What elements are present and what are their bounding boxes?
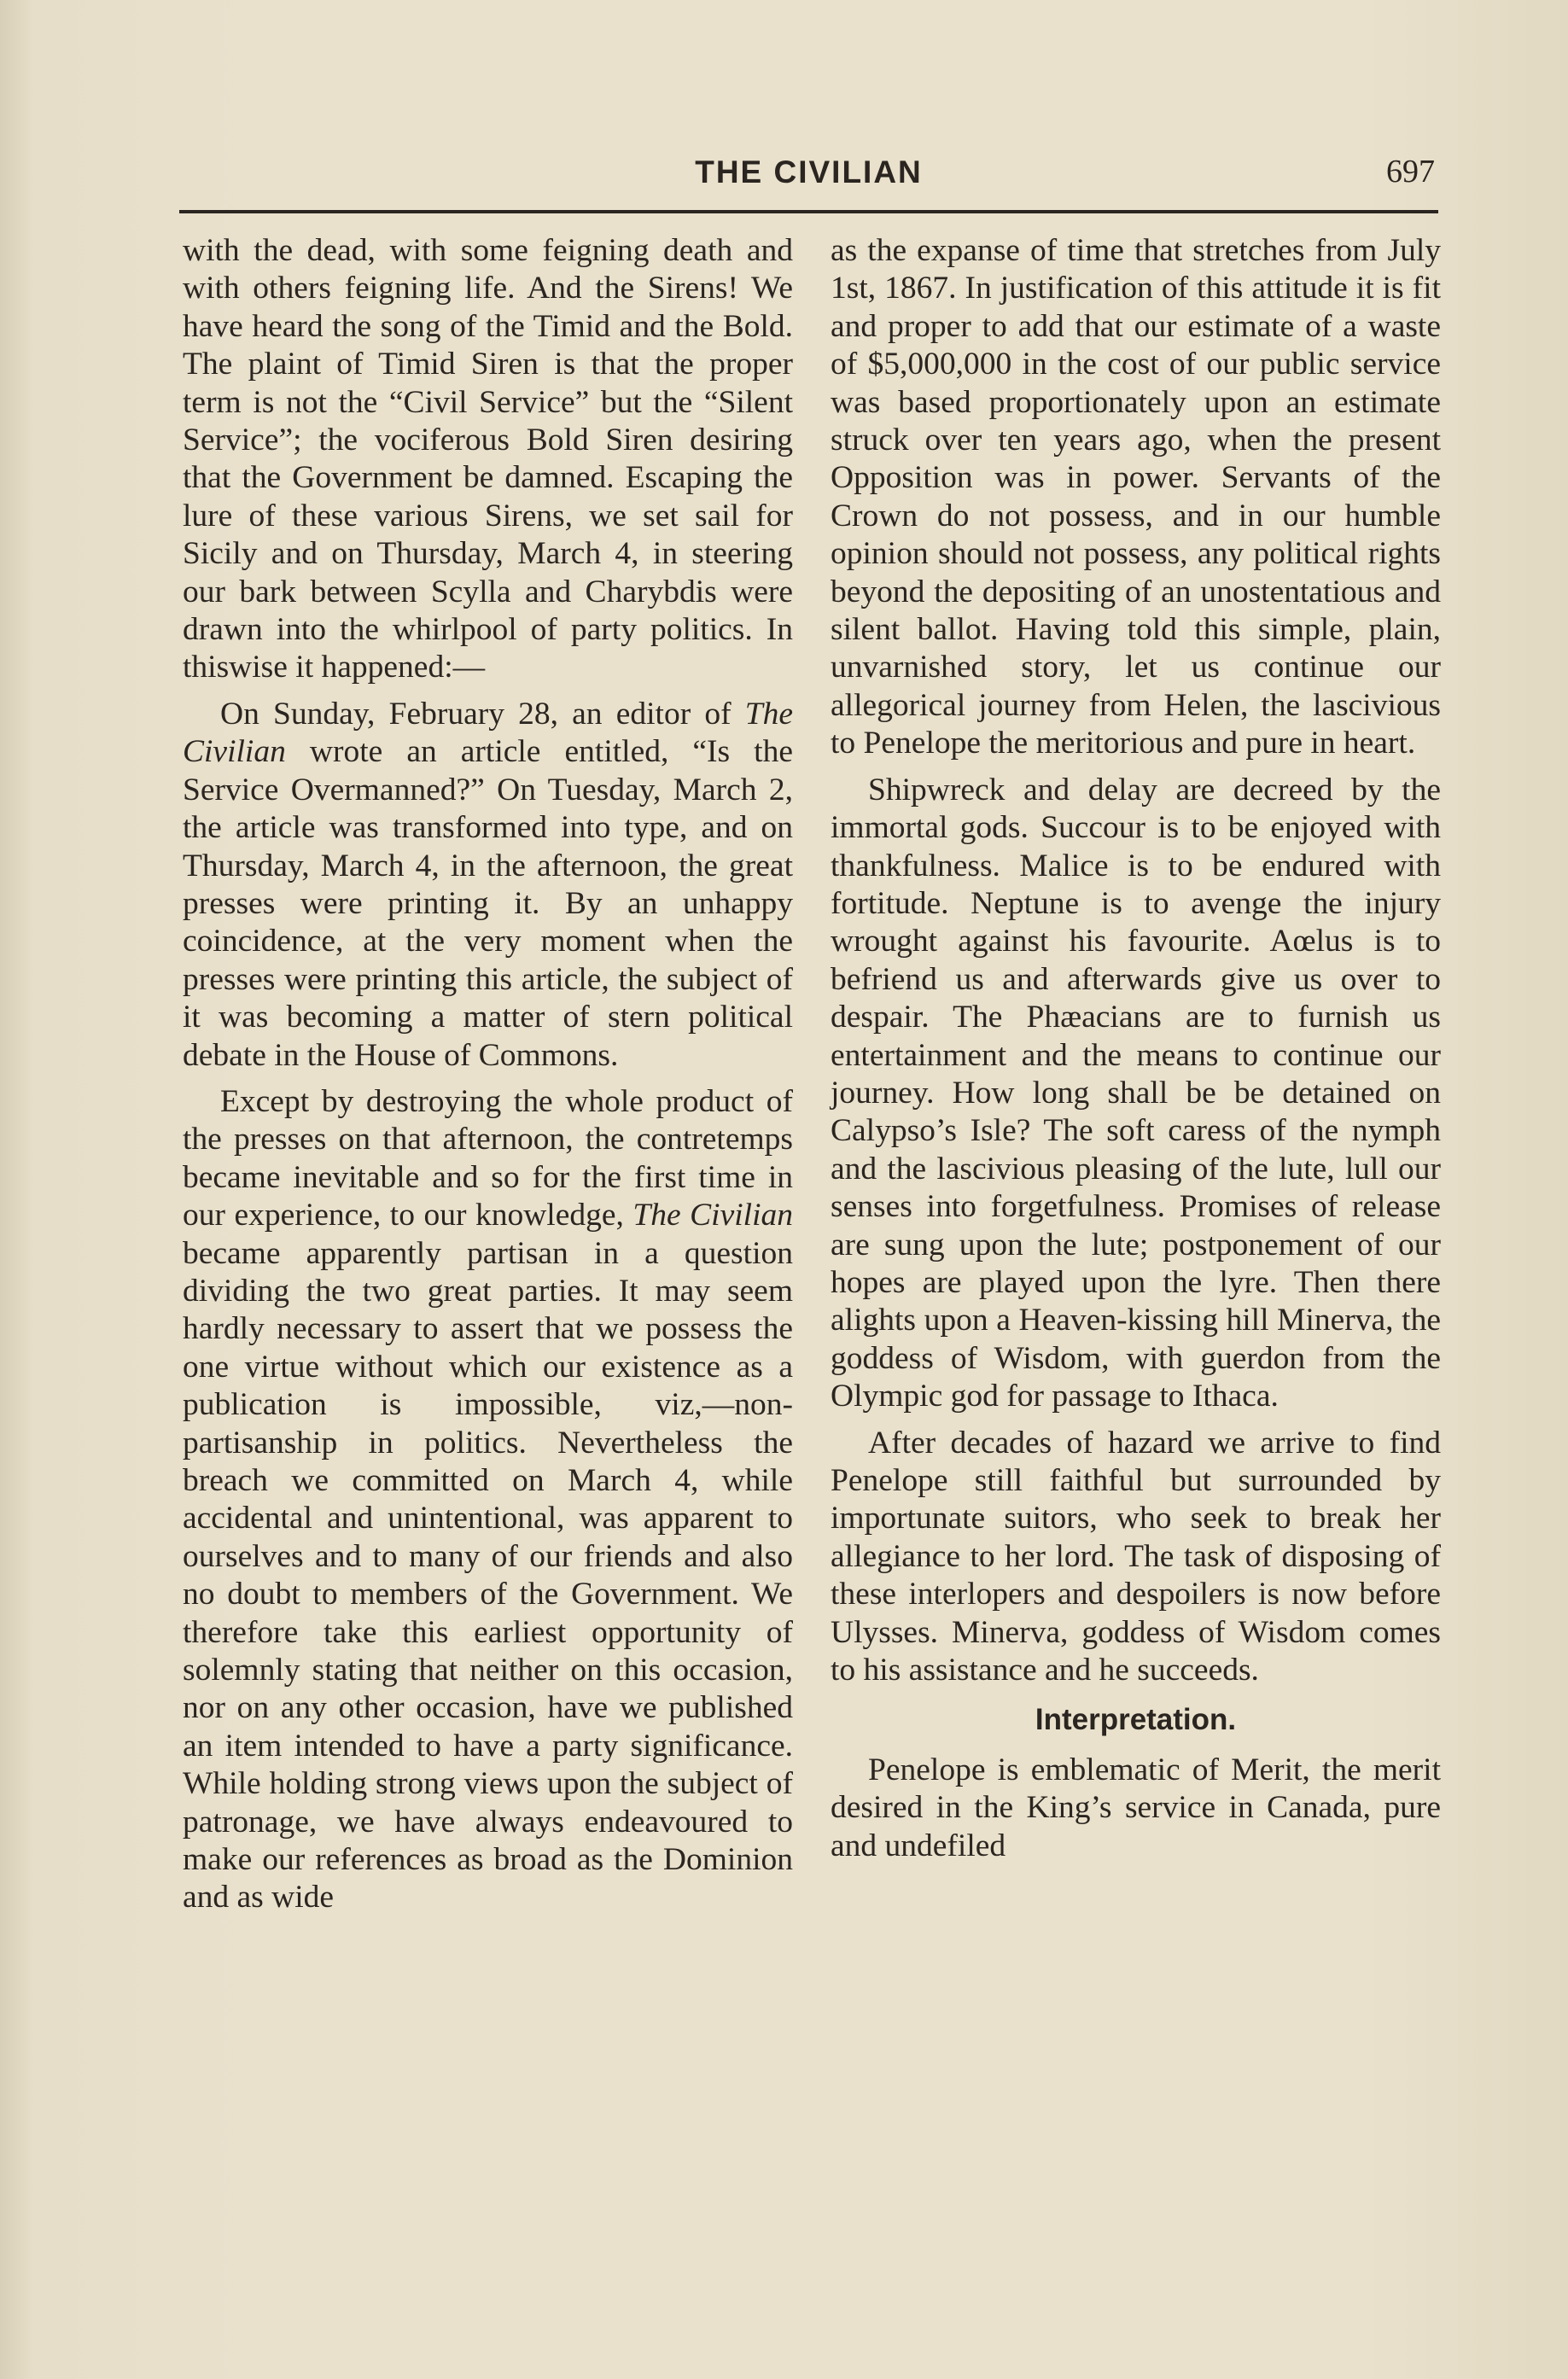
- left-paragraph-1: with the dead, with some feigning death and with others feigning life. And the Sirens! We have heard the song of the Timid and the Bold. The plaint of Timid Siren is that the proper term is not the “Civil Service” but the “Silent Service”; the vociferous Bold Siren desiring that the Government be damned. Escaping the lure of these various Sirens, we set sail for Sicily and on Thursday, March 4, in steering our bark between Scylla and Charybdis were drawn into the whirlpool of party politics. In thiswise it happened:—: [183, 233, 793, 685]
- publication-name: The Civilian: [183, 696, 793, 770]
- left-paragraph-2: [183, 696, 793, 1075]
- section-heading: Interpretation.: [1035, 1703, 1237, 1737]
- left-paragraph-2-text-b: wrote an article entitled, “Is the Service Overmanned?” On Tuesday, March 2, the article was transformed into type, and on Thursday, March 4, in the afternoon, the great presses were printing it. By an unhappy coincidence, at the very moment when the presses were printing this article, the subject of it was becoming a matter of stern political debate in the House of Commons.: [183, 734, 793, 1073]
- right-column: [831, 232, 1441, 1874]
- left-paragraph-2-text-a: On Sunday, February 28, an editor of: [220, 696, 745, 732]
- left-paragraph-3-text-b: became apparently partisan in a question dividing the two great parties. It may seem hardly necessary to assert that we possess the one virtue without which our existence as a publication is impossible, viz,—non-partisanship in politics. Nevertheless the breach we committed on March 4, while accidental and unintentional, was apparent to ourselves and to many of our friends and also no doubt to members of the Government. We therefore take this earliest opportunity of solemnly stating that neither on this occasion, nor on any other occasion, have we published an item intended to have a party significance. While holding strong views upon the subject of patronage, we have always endeavoured to make our references as broad as the Dominion and as wide: [183, 1235, 793, 1915]
- left-column: [183, 232, 793, 1926]
- page-number: 697: [1386, 154, 1435, 190]
- right-paragraph-1: as the expanse of time that stretches from July 1st, 1867. In justification of this attitude it is fit and proper to add that our estimate of a waste of $5,000,000 in the cost of our public service was based proportionately upon an estimate struck over ten years ago, when the present Opposition was in power. Servants of the Crown do not possess, and in our humble opinion should not possess, any political rights beyond the depositing of an unostentatious and silent ballot. Having told this simple, plain, unvarnished story, let us continue our allegorical journey from Helen, the lascivious to Penelope the meritorious and pure in heart.: [831, 233, 1441, 761]
- left-paragraph-3: [183, 1083, 793, 1917]
- right-paragraph-4: Penelope is emblematic of Merit, the merit desired in the King’s service in Canada, pure and undefiled: [831, 1752, 1441, 1863]
- right-paragraph-2: Shipwreck and delay are decreed by the immortal gods. Succour is to be enjoyed with thankfulness. Malice is to be endured with fortitude. Neptune is to avenge the injury wrought against his favourite. Aœlus is to befriend us and afterwards give us over to despair. The Phæacians are to furnish us entertainment and the means to continue our journey. How long shall be be detained on Calypso’s Isle? The soft caress of the nymph and the lascivious pleasing of the lute, lull our senses into forgetfulness. Promises of release are sung upon the lute; postponement of our hopes are played upon the lyre. Then there alights upon a Heaven-kissing hill Minerva, the goddess of Wisdom, with guerdon from the Olympic god for passage to Ithaca.: [831, 772, 1441, 1414]
- running-title: THE CIVILIAN: [695, 155, 923, 190]
- header-rule: [179, 210, 1438, 213]
- left-paragraph-3-text-a: Except by destroying the whole product of the presses on that afternoon, the contretemps became inevitable and so for the first time in our experience, to our knowledge,: [183, 1083, 793, 1233]
- running-header: [179, 149, 1438, 201]
- right-paragraph-3: After decades of hazard we arrive to find Penelope still faithful but surrounded by importunate suitors, who seek to break her allegiance to her lord. The task of disposing of these interlopers and despoilers is now before Ulysses. Minerva, goddess of Wisdom comes to his assistance and he succeeds.: [831, 1425, 1441, 1688]
- publication-name: The Civilian: [632, 1198, 793, 1233]
